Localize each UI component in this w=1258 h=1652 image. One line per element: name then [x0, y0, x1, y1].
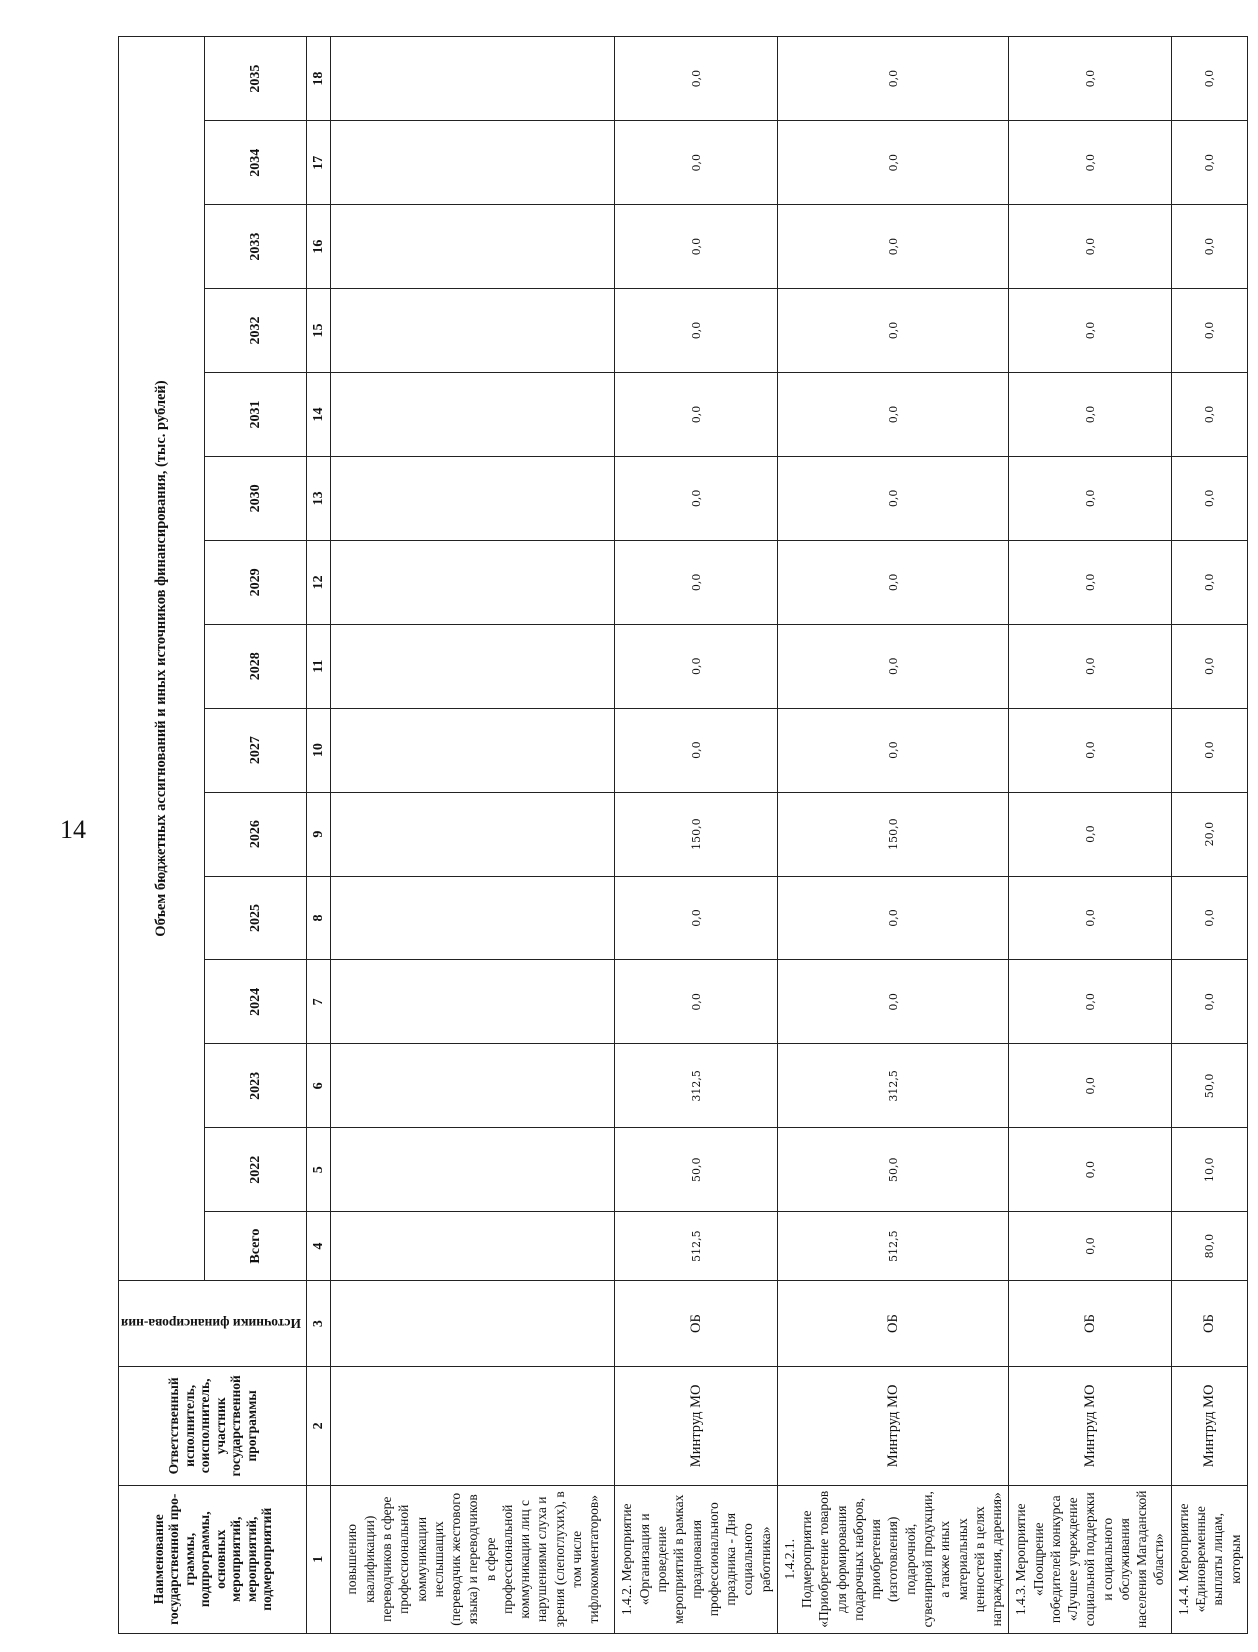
year-value-cell — [331, 624, 615, 708]
column-number: 9 — [307, 792, 331, 876]
year-value-cell: 0,0 — [1171, 456, 1247, 540]
activity-name-cell: 1.4.4. Мероприятие «Единовременные выплаты лицам, которым — [1171, 1485, 1247, 1633]
year-value-cell: 50,0 — [1171, 1044, 1247, 1128]
year-value-cell: 0,0 — [615, 624, 777, 708]
total-value-cell: 0,0 — [1009, 1212, 1171, 1281]
year-value-cell: 20,0 — [1171, 792, 1247, 876]
year-value-cell: 150,0 — [615, 792, 777, 876]
column-number: 1 — [307, 1485, 331, 1633]
year-value-cell — [331, 708, 615, 792]
table-row — [331, 37, 615, 1634]
activity-name-cell: 1.4.2. Мероприятие «Организация и проведение мероприятий в рамках празднования профессионального праздника - Дня социального работника» — [615, 1485, 777, 1633]
column-number: 8 — [307, 876, 331, 960]
header-executor: Ответственный исполнитель, соисполнитель, участник государственной программы — [119, 1367, 307, 1485]
year-value-cell: 0,0 — [1009, 121, 1171, 205]
funding-source-cell: ОБ — [1009, 1281, 1171, 1367]
year-value-cell: 0,0 — [1009, 960, 1171, 1044]
year-value-cell: 0,0 — [615, 540, 777, 624]
header-source — [119, 1281, 307, 1367]
header-year: 2025 — [204, 876, 307, 960]
year-value-cell: 0,0 — [777, 876, 1008, 960]
year-value-cell: 0,0 — [615, 289, 777, 373]
year-value-cell: 0,0 — [777, 37, 1008, 121]
financing-table — [118, 36, 1248, 1634]
year-value-cell — [331, 876, 615, 960]
executor-cell: Минтруд МО — [777, 1367, 1008, 1485]
year-value-cell: 312,5 — [777, 1044, 1008, 1128]
column-number: 10 — [307, 708, 331, 792]
year-value-cell: 0,0 — [777, 456, 1008, 540]
year-value-cell: 50,0 — [777, 1128, 1008, 1212]
year-value-cell: 312,5 — [615, 1044, 777, 1128]
column-number: 17 — [307, 121, 331, 205]
table-row — [1009, 37, 1171, 1634]
executor-cell: Минтруд МО — [1171, 1367, 1247, 1485]
year-value-cell: 0,0 — [777, 960, 1008, 1044]
year-value-cell — [331, 37, 615, 121]
header-total: Всего — [204, 1212, 307, 1281]
year-value-cell: 0,0 — [1171, 540, 1247, 624]
column-number: 11 — [307, 624, 331, 708]
total-value-cell: 80,0 — [1171, 1212, 1247, 1281]
year-value-cell: 0,0 — [1171, 373, 1247, 457]
column-number: 2 — [307, 1367, 331, 1485]
year-value-cell — [331, 456, 615, 540]
column-number: 5 — [307, 1128, 331, 1212]
year-value-cell: 0,0 — [1009, 624, 1171, 708]
header-year: 2022 — [204, 1128, 307, 1212]
year-value-cell: 10,0 — [1171, 1128, 1247, 1212]
total-value-cell: 512,5 — [777, 1212, 1008, 1281]
total-value-cell: 512,5 — [615, 1212, 777, 1281]
year-value-cell: 0,0 — [777, 708, 1008, 792]
column-number: 4 — [307, 1212, 331, 1281]
year-value-cell: 0,0 — [615, 708, 777, 792]
year-value-cell: 0,0 — [615, 205, 777, 289]
funding-source-cell: ОБ — [777, 1281, 1008, 1367]
year-value-cell: 0,0 — [1009, 37, 1171, 121]
column-number: 18 — [307, 37, 331, 121]
year-value-cell: 0,0 — [1171, 37, 1247, 121]
year-value-cell — [331, 1128, 615, 1212]
year-value-cell: 0,0 — [1171, 205, 1247, 289]
year-value-cell: 0,0 — [777, 540, 1008, 624]
column-number: 12 — [307, 540, 331, 624]
year-value-cell: 0,0 — [615, 456, 777, 540]
column-number: 3 — [307, 1281, 331, 1367]
executor-cell — [331, 1367, 615, 1485]
year-value-cell — [331, 960, 615, 1044]
column-number: 6 — [307, 1044, 331, 1128]
year-value-cell: 0,0 — [615, 960, 777, 1044]
table-row — [615, 37, 777, 1634]
funding-source-cell: ОБ — [615, 1281, 777, 1367]
activity-name-cell: 1.4.3. Мероприятие «Поощрение победителей конкурса «Лучшее учреждение социальной поддержки и социального обслуживания населения Магаданской области» — [1009, 1485, 1171, 1633]
year-value-cell: 0,0 — [777, 373, 1008, 457]
table-row — [1171, 37, 1247, 1634]
year-value-cell: 0,0 — [1171, 876, 1247, 960]
header-funding-group: Объем бюджетных ассигнований и иных источников финансирования, (тыс. рублей) — [119, 37, 205, 1281]
year-value-cell: 0,0 — [1009, 540, 1171, 624]
column-number: 13 — [307, 456, 331, 540]
header-year: 2026 — [204, 792, 307, 876]
header-year: 2024 — [204, 960, 307, 1044]
year-value-cell: 0,0 — [1009, 876, 1171, 960]
year-value-cell — [331, 373, 615, 457]
header-year: 2028 — [204, 624, 307, 708]
header-year: 2034 — [204, 121, 307, 205]
year-value-cell: 0,0 — [1171, 624, 1247, 708]
year-value-cell: 0,0 — [777, 289, 1008, 373]
year-value-cell — [331, 540, 615, 624]
year-value-cell: 0,0 — [1009, 1044, 1171, 1128]
header-year: 2032 — [204, 289, 307, 373]
page-number: 14 — [60, 815, 86, 844]
year-value-cell — [331, 289, 615, 373]
year-value-cell: 0,0 — [615, 121, 777, 205]
funding-source-cell: ОБ — [1171, 1281, 1247, 1367]
year-value-cell: 0,0 — [1009, 1128, 1171, 1212]
year-value-cell: 0,0 — [777, 121, 1008, 205]
rotated-table-container — [118, 36, 1258, 1634]
executor-cell: Минтруд МО — [615, 1367, 777, 1485]
header-year: 2030 — [204, 456, 307, 540]
funding-source-cell — [331, 1281, 615, 1367]
year-value-cell: 0,0 — [1009, 289, 1171, 373]
year-value-cell: 0,0 — [1009, 708, 1171, 792]
year-value-cell: 0,0 — [615, 37, 777, 121]
column-number: 16 — [307, 205, 331, 289]
column-number: 14 — [307, 373, 331, 457]
year-value-cell: 0,0 — [1009, 205, 1171, 289]
year-value-cell — [331, 792, 615, 876]
year-value-cell — [331, 1044, 615, 1128]
column-number: 7 — [307, 960, 331, 1044]
header-year: 2035 — [204, 37, 307, 121]
year-value-cell: 150,0 — [777, 792, 1008, 876]
header-source-text: Источники финансирова-ния — [121, 1316, 301, 1332]
table-body — [331, 37, 1247, 1634]
table-row — [777, 37, 1008, 1634]
year-value-cell: 0,0 — [615, 373, 777, 457]
total-value-cell — [331, 1212, 615, 1281]
year-value-cell: 0,0 — [777, 624, 1008, 708]
activity-name-cell: повышению квалификации) переводчиков в сфере профессиональной коммуникации неслышащих (переводчик жестового языка) и переводчиков в сфере профессиональной коммуникации лиц с нарушениями слуха и зрения (слепоглухих), в том числе тифлокомментаторов» — [331, 1485, 615, 1633]
year-value-cell: 0,0 — [1171, 708, 1247, 792]
year-value-cell: 0,0 — [1009, 456, 1171, 540]
header-year: 2033 — [204, 205, 307, 289]
header-year: 2029 — [204, 540, 307, 624]
header-year: 2023 — [204, 1044, 307, 1128]
header-year: 2027 — [204, 708, 307, 792]
header-year: 2031 — [204, 373, 307, 457]
year-value-cell: 0,0 — [1009, 373, 1171, 457]
header-name: Наименование государственной про-граммы, подпрограммы, основных мероприятий, мероприятий, подмероприятий — [119, 1485, 307, 1633]
executor-cell: Минтруд МО — [1009, 1367, 1171, 1485]
column-number: 15 — [307, 289, 331, 373]
year-value-cell — [331, 121, 615, 205]
year-value-cell: 50,0 — [615, 1128, 777, 1212]
year-value-cell: 0,0 — [615, 876, 777, 960]
year-value-cell: 0,0 — [1171, 121, 1247, 205]
year-value-cell — [331, 205, 615, 289]
year-value-cell: 0,0 — [1009, 792, 1171, 876]
year-value-cell: 0,0 — [1171, 960, 1247, 1044]
year-value-cell: 0,0 — [777, 205, 1008, 289]
year-value-cell: 0,0 — [1171, 289, 1247, 373]
activity-name-cell: 1.4.2.1. Подмероприятие «Приобретение товаров для формирования подарочных наборов, приобретения (изготовления) подарочной, сувенирной продукции, а также иных материальных ценностей в целях награждения, дарения» — [777, 1485, 1008, 1633]
